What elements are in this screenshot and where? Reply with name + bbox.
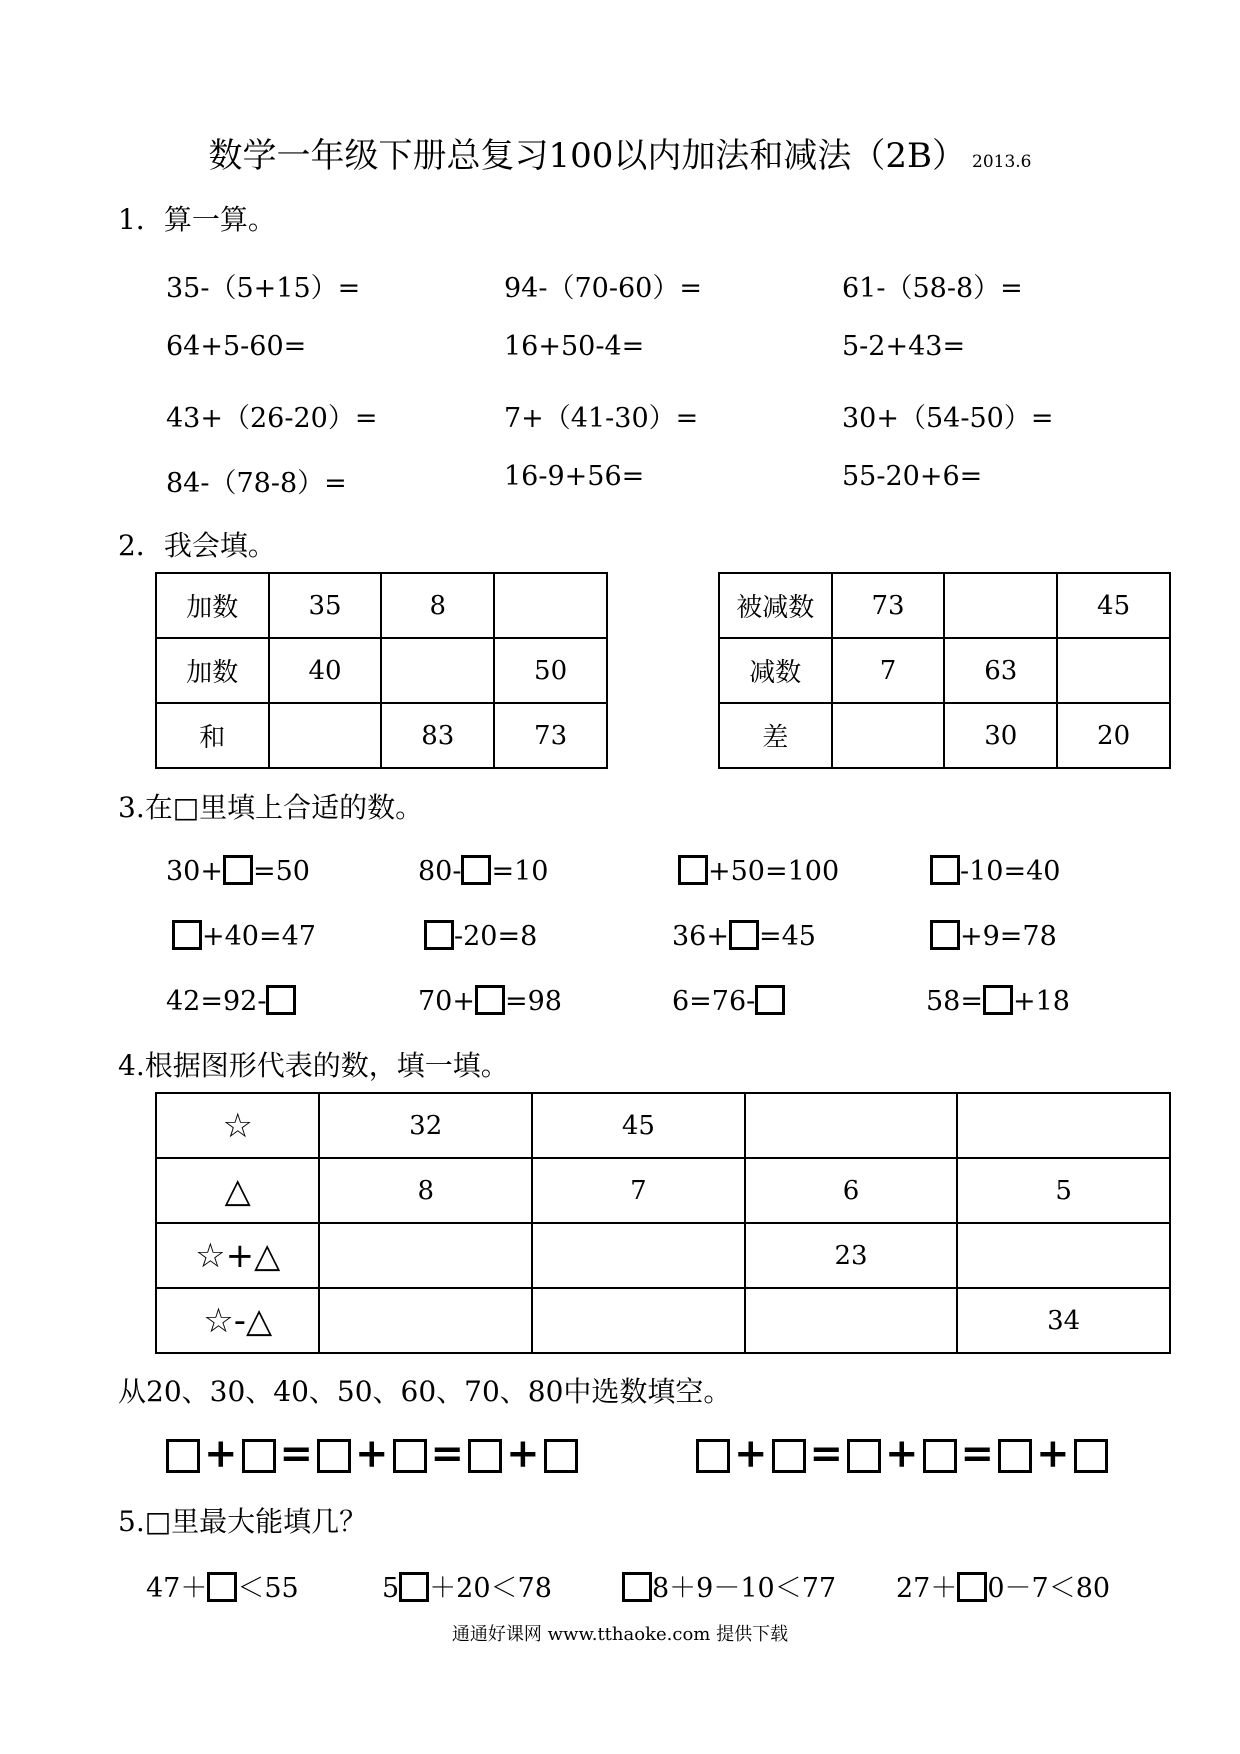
difference-value-3[interactable] [745,1288,958,1353]
difference-label: ☆-△ [156,1288,319,1353]
answer-box[interactable] [544,1439,578,1473]
calc-3-2: 7+（41-30）= [504,403,699,434]
fill-2-4: +9=78 [930,920,1057,952]
calc-1-3: 61-（58-8）= [842,273,1023,304]
addition-table [155,572,608,769]
fill-1-1: 30+ =50 [166,856,310,887]
answer-box[interactable] [772,1439,806,1473]
answer-box[interactable] [242,1439,276,1473]
answer-box[interactable] [998,1439,1032,1473]
answer-box[interactable] [317,1439,351,1473]
calc-3-1: 43+（26-20）= [166,403,378,434]
calc-2-1: 64+5-60= [166,331,307,362]
calc-4-3: 55-20+6= [842,461,983,492]
add-cell-r1c1: 加数 [156,573,269,638]
sub-cell-r1c4: 45 [1057,573,1170,638]
title-text: 数学一年级下册总复习100以内加法和减法（2B） [208,136,967,176]
operator: + [506,1430,540,1477]
calc-1-1: 35-（5+15）= [166,273,361,304]
answer-box[interactable] [1074,1439,1108,1473]
star-value-2: 45 [532,1093,745,1158]
subtraction-table [718,572,1171,769]
answer-box[interactable] [166,1439,200,1473]
box-equation-chain-1 [166,1430,578,1477]
calc-4-1: 84-（78-8）= [166,468,347,499]
operator: = [960,1430,995,1477]
triangle-value-2: 7 [532,1158,745,1223]
star-value-1: 32 [319,1093,532,1158]
add-cell-r1c2: 35 [269,573,382,638]
add-cell-r3c4: 73 [494,703,607,768]
add-cell-r2c2: 40 [269,638,382,703]
answer-box[interactable] [424,920,454,950]
operator: + [1036,1430,1070,1477]
fill-3-1: 42=92- [166,985,296,1017]
answer-box[interactable] [468,1439,502,1473]
answer-box[interactable] [957,1572,987,1602]
difference-value-1[interactable] [319,1288,532,1353]
fill-3-3: 6=76- [672,985,785,1017]
fill-1-2: 80- =10 [418,856,549,887]
difference-value-4: 34 [957,1288,1170,1353]
answer-box[interactable] [223,855,253,885]
triangle-value-3: 6 [745,1158,958,1223]
sub-cell-r3c3: 30 [944,703,1057,768]
fill-2-1: +40=47 [172,920,316,952]
answer-box[interactable] [266,985,296,1015]
select-numbers-heading: 从20、30、40、50、60、70、80中选数填空。 [118,1375,732,1408]
sub-cell-r2c1: 减数 [719,638,832,703]
answer-box[interactable] [847,1439,881,1473]
difference-value-2[interactable] [532,1288,745,1353]
fill-2-3: 36+ =45 [672,921,816,952]
operator: + [204,1430,238,1477]
max-fill-1: 47＋ ＜55 [146,1573,299,1604]
answer-box[interactable] [696,1439,730,1473]
sub-cell-r1c3[interactable] [944,573,1057,638]
fill-3-4: 58= +18 [926,986,1070,1017]
answer-box[interactable] [930,920,960,950]
fill-3-2: 70+ =98 [418,986,562,1017]
star-value-4[interactable] [957,1093,1170,1158]
footer-credit: 通通好课网 www.tthaoke.com 提供下载 [451,1624,789,1645]
fill-1-3: +50=100 [678,855,839,887]
star-value-3[interactable] [745,1093,958,1158]
answer-box[interactable] [172,920,202,950]
answer-box[interactable] [461,855,491,885]
sub-cell-r1c2: 73 [832,573,945,638]
answer-box[interactable] [930,855,960,885]
add-cell-r3c1: 和 [156,703,269,768]
sub-cell-r3c2[interactable] [832,703,945,768]
section-2-heading: 2．我会填。 [118,529,276,562]
sum-value-3: 23 [745,1223,958,1288]
sub-cell-r3c1: 差 [719,703,832,768]
operator: = [809,1430,844,1477]
sub-cell-r1c1: 被减数 [719,573,832,638]
max-fill-3: 8＋9－10＜77 [622,1566,836,1605]
answer-box[interactable] [923,1439,957,1473]
star-label: ☆ [156,1093,319,1158]
add-cell-r1c4[interactable] [494,573,607,638]
fill-2-2: -20=8 [424,920,537,952]
title-date: 2013.6 [972,152,1032,172]
section-1-heading: 1．算一算。 [118,203,276,236]
sum-value-2[interactable] [532,1223,745,1288]
sum-value-1[interactable] [319,1223,532,1288]
triangle-value-1: 8 [319,1158,532,1223]
calc-2-3: 5-2+43= [842,331,966,362]
answer-box[interactable] [755,985,785,1015]
operator: = [430,1430,465,1477]
add-cell-r2c3[interactable] [381,638,494,703]
sum-value-4[interactable] [957,1223,1170,1288]
section-5-heading: 5.□里最大能填几？ [118,1505,368,1538]
operator: + [885,1430,919,1477]
calc-2-2: 16+50-4= [504,331,645,362]
sub-cell-r2c2: 7 [832,638,945,703]
sub-cell-r2c3: 63 [944,638,1057,703]
add-cell-r3c2[interactable] [269,703,382,768]
shape-value-table [155,1092,1171,1354]
triangle-value-4: 5 [957,1158,1170,1223]
section-3-heading: 3.在□里填上合适的数。 [118,791,424,824]
operator: + [734,1430,768,1477]
answer-box[interactable] [399,1572,429,1602]
sum-label: ☆+△ [156,1223,319,1288]
operator: = [279,1430,314,1477]
answer-box[interactable] [393,1439,427,1473]
answer-box[interactable] [678,855,708,885]
add-cell-r2c4: 50 [494,638,607,703]
fill-1-4: -10=40 [930,855,1060,887]
answer-box[interactable] [622,1572,652,1602]
add-cell-r2c1: 加数 [156,638,269,703]
max-fill-4: 27＋ 0－7＜80 [896,1573,1111,1604]
max-fill-2: 5 ＋20＜78 [382,1573,552,1604]
answer-box[interactable] [983,985,1013,1015]
page-title [0,128,1240,177]
answer-box[interactable] [475,985,505,1015]
add-cell-r1c3: 8 [381,573,494,638]
triangle-label: △ [156,1158,319,1223]
answer-box[interactable] [207,1572,237,1602]
calc-1-2: 94-（70-60）= [504,273,702,304]
operator: + [355,1430,389,1477]
calc-4-2: 16-9+56= [504,461,645,492]
section-4-heading: 4.根据图形代表的数，填一填。 [118,1049,509,1082]
sub-cell-r2c4[interactable] [1057,638,1170,703]
sub-cell-r3c4: 20 [1057,703,1170,768]
box-equation-chain-2 [696,1430,1108,1477]
answer-box[interactable] [729,920,759,950]
calc-3-3: 30+（54-50）= [842,403,1054,434]
add-cell-r3c3: 83 [381,703,494,768]
